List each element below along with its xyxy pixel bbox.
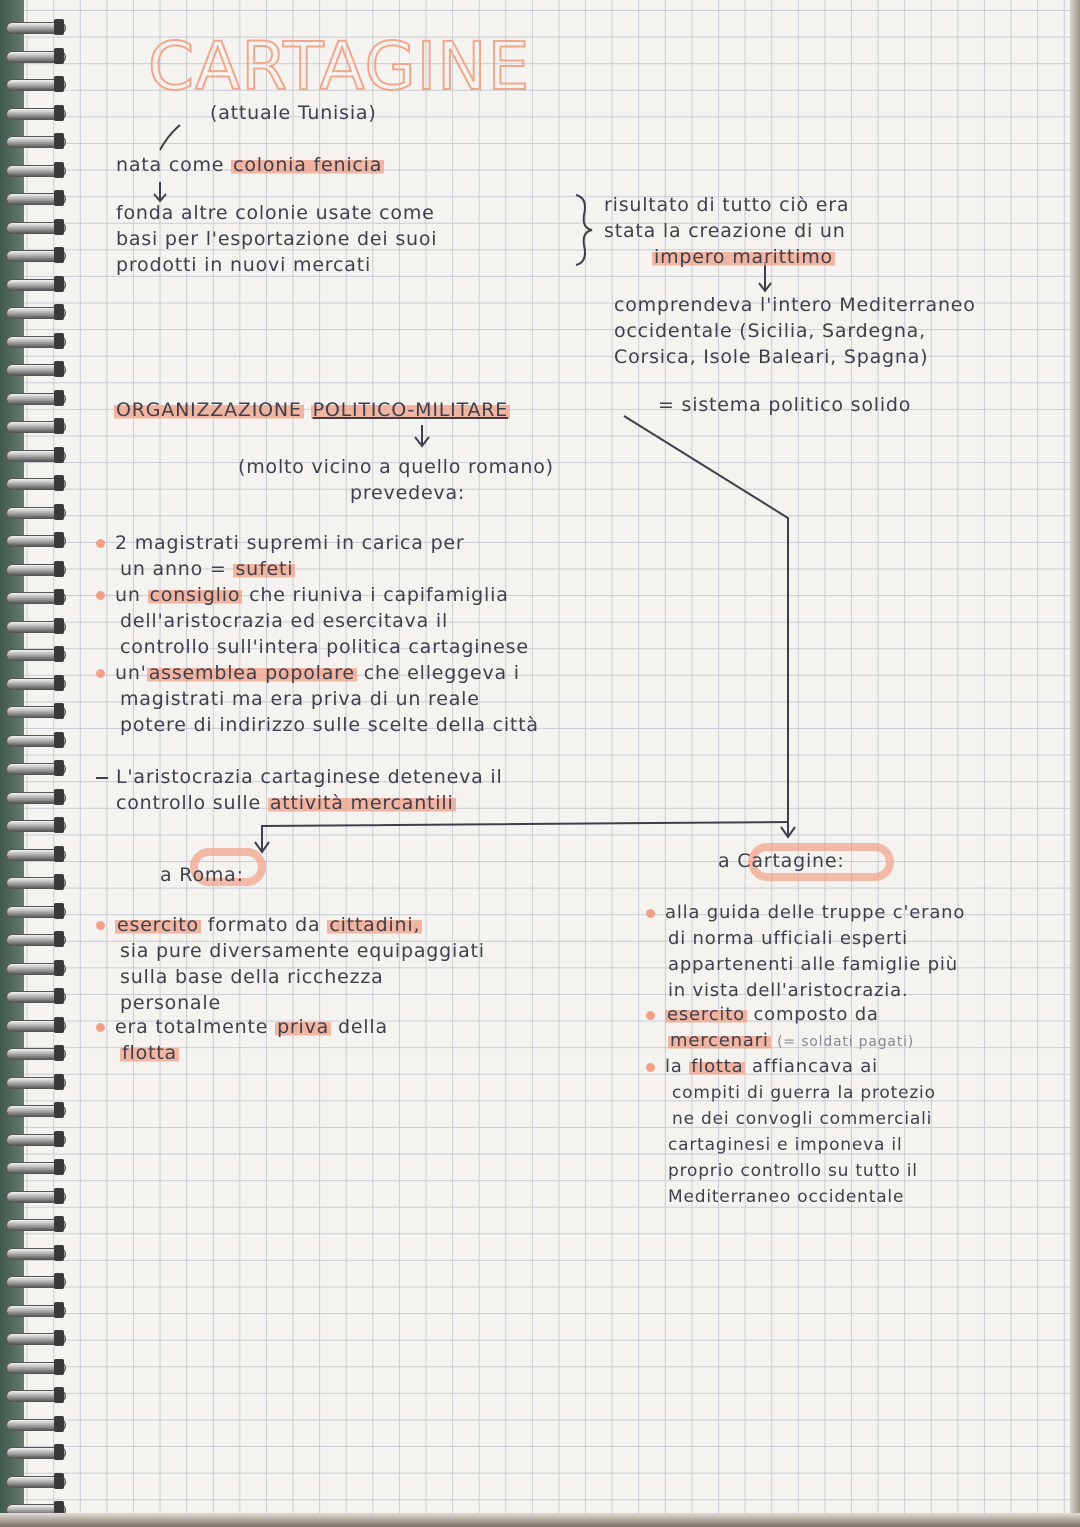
rome-flotta: flotta — [122, 1042, 177, 1064]
item2-a: un — [115, 584, 141, 606]
carthage-b3-line2: compiti di guerra la protezio — [672, 1083, 936, 1103]
rome-cittadini: cittadini, — [329, 914, 421, 936]
carthage-bullet-1 — [646, 900, 965, 926]
extent-line-2: occidentale (Sicilia, Sardegna, — [614, 320, 926, 342]
carthage-b1-line4: in vista dell'aristocrazia. — [668, 980, 909, 1001]
org-heading — [114, 397, 510, 423]
carthage-b1-line3: appartenenti alle famiglie più — [668, 954, 958, 975]
arrow-down-origin — [154, 182, 166, 201]
bullet — [96, 591, 105, 600]
item3-a: un' — [115, 662, 147, 684]
rome-label — [160, 862, 244, 888]
carthage-mercenari: mercenari — [670, 1030, 769, 1051]
result-highlight — [652, 244, 835, 270]
rome-b2-a: era totalmente — [115, 1016, 269, 1038]
org-compare-2: prevedeva: — [350, 482, 466, 504]
bullet — [96, 539, 105, 548]
rome-bullet-1 — [96, 912, 422, 938]
colonies-line-1: fonda altre colonie usate come — [116, 202, 435, 224]
carthage-b3-line4: cartaginesi e imponeva il — [668, 1135, 903, 1155]
item3-b: che elleggeva i — [363, 662, 520, 684]
bullet — [646, 1063, 655, 1072]
rome-bullet-2 — [96, 1014, 388, 1040]
org-heading-a: ORGANIZZAZIONE — [116, 399, 302, 421]
origin-line — [116, 152, 384, 178]
colonies-line-2: basi per l'esportazione dei suoi — [116, 228, 438, 250]
colonies-line-3: prodotti in nuovi mercati — [116, 254, 372, 276]
rome-b2-b: della — [337, 1016, 388, 1038]
rome-esercito: esercito — [117, 914, 199, 936]
bullet — [96, 1023, 105, 1032]
bullet — [646, 1011, 655, 1020]
carthage-bullet-2 — [646, 1002, 879, 1028]
origin-prefix: nata come — [116, 154, 225, 176]
line-to-roma — [255, 822, 788, 852]
system-item-2-line-2: dell'aristocrazia ed esercitava il — [120, 610, 449, 632]
consiglio: consiglio — [149, 584, 241, 606]
aristocracy-line-1 — [96, 764, 503, 790]
assemblea-popolare: assemblea popolare — [148, 662, 355, 684]
arrow-down-org — [415, 425, 429, 446]
aristocracy-prefix: controllo sulle — [116, 792, 261, 814]
aristocracy-text: L'aristocrazia cartaginese deteneva il — [116, 766, 503, 788]
system-item-2 — [96, 582, 509, 608]
org-heading-b: POLITICO-MILITARE — [312, 399, 509, 421]
page-title: CARTAGINE — [148, 28, 531, 105]
impero-marittimo: impero marittimo — [654, 246, 833, 268]
carthage-b3-line6: Mediterraneo occidentale — [668, 1187, 905, 1207]
system-item-2-line-3: controllo sull'intera politica cartaginese — [120, 636, 529, 658]
rome-b1-line4: personale — [120, 992, 221, 1014]
item2-b: che riuniva i capifamiglia — [249, 584, 509, 606]
carthage-label — [718, 848, 845, 874]
extent-line-3: Corsica, Isole Baleari, Spagna) — [614, 346, 929, 368]
carthage-b1-line1: alla guida delle truppe c'erano — [665, 902, 966, 923]
rome-label-prefix: a — [160, 864, 173, 886]
rome-b1-line2: sia pure diversamente equipaggiati — [120, 940, 485, 962]
brace — [576, 195, 592, 265]
bullet — [646, 909, 655, 918]
carthage-b2-a: composto da — [753, 1004, 879, 1025]
sufeti: sufeti — [235, 558, 294, 580]
arrow-curve — [160, 125, 180, 150]
carthage-label-prefix: a — [718, 850, 731, 872]
result-line-1: risultato di tutto ciò era — [604, 194, 850, 216]
subtitle: (attuale Tunisia) — [210, 102, 377, 124]
line-to-cartagine — [624, 416, 795, 837]
rome-b2-line2 — [120, 1040, 179, 1066]
item1-line2-prefix: un anno = — [120, 558, 227, 580]
origin-highlight: colonia fenicia — [233, 154, 383, 176]
rome-b1-line3: sulla base della ricchezza — [120, 966, 384, 988]
system-item-3 — [96, 660, 520, 686]
rome-priva: priva — [277, 1016, 330, 1038]
system-item-1 — [96, 530, 465, 556]
aristocracy-line-2 — [116, 790, 456, 816]
carthage-b2-line2 — [668, 1028, 914, 1055]
system-item-1-line-2 — [120, 556, 295, 582]
item1-line1: 2 magistrati supremi in carica per — [115, 532, 465, 554]
carthage-label-suffix: : — [837, 850, 845, 872]
org-note: = sistema politico solido — [658, 394, 912, 416]
carthage-label-text: Cartagine — [737, 850, 838, 872]
carthage-b3-a: la — [665, 1056, 683, 1077]
rome-b1-a: formato da — [207, 914, 321, 936]
rome-label-text: Roma — [179, 864, 237, 886]
rome-label-suffix: : — [236, 864, 244, 886]
carthage-b3-b: affiancava ai — [752, 1056, 878, 1077]
carthage-b2-note: (= soldati pagati) — [777, 1034, 915, 1050]
carthage-b1-line2: di norma ufficiali esperti — [668, 928, 908, 949]
system-item-3-line-2: magistrati ma era priva di un reale — [120, 688, 480, 710]
extent-line-1: comprendeva l'intero Mediterraneo — [614, 294, 976, 316]
carthage-b3-line5: proprio controllo su tutto il — [668, 1161, 918, 1181]
carthage-esercito: esercito — [667, 1004, 745, 1025]
result-line-2: stata la creazione di un — [604, 220, 846, 242]
bullet — [96, 669, 105, 678]
dash — [96, 777, 108, 779]
org-compare-1: (molto vicino a quello romano) — [238, 456, 554, 478]
attivita-mercantili: attività mercantili — [269, 792, 454, 814]
carthage-b3-line3: ne dei convogli commerciali — [672, 1109, 933, 1129]
system-item-3-line-3: potere di indirizzo sulle scelte della città — [120, 714, 539, 736]
carthage-flotta: flotta — [691, 1056, 744, 1077]
carthage-bullet-3 — [646, 1054, 878, 1080]
bullet — [96, 921, 105, 930]
